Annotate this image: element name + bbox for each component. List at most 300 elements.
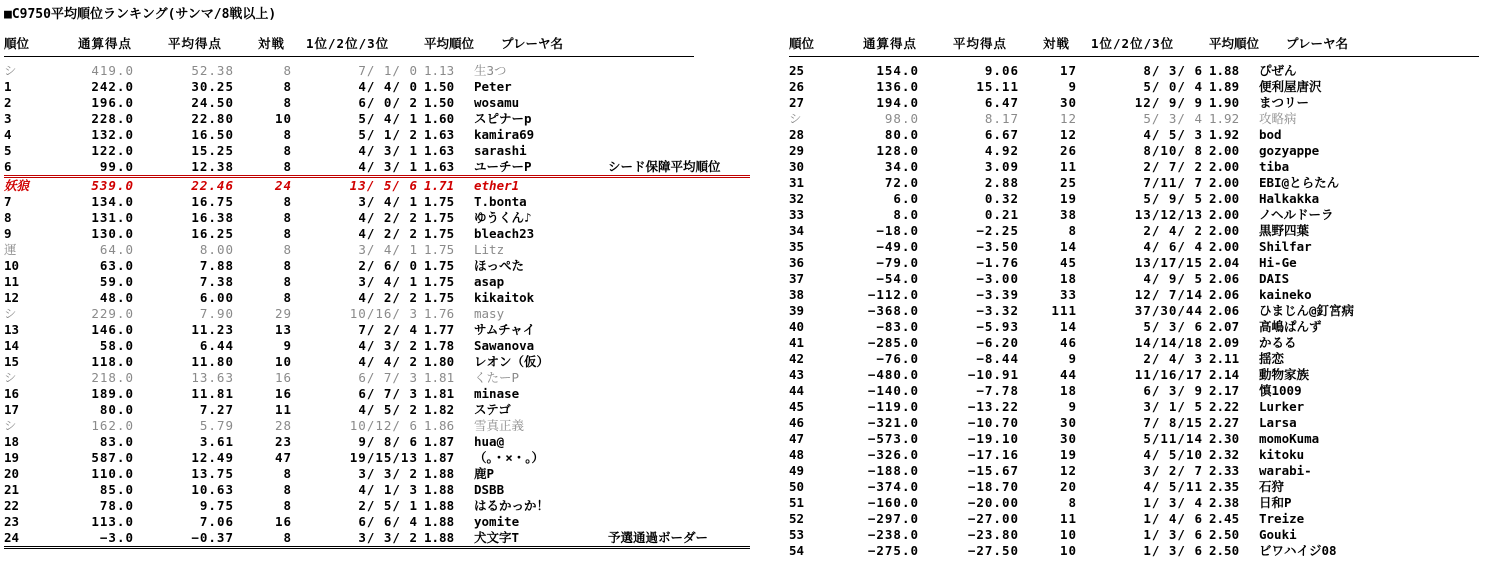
rank-cell: シ <box>4 63 17 78</box>
games-cell: 30 <box>1059 415 1077 430</box>
placements-cell: 4/ 2/ 2 <box>358 210 418 225</box>
placements-cell: 1/ 3/ 4 <box>1143 495 1203 510</box>
average-score-cell: 7.27 <box>199 402 234 417</box>
player-name-cell: Peter <box>474 79 512 94</box>
average-rank-cell: 1.75 <box>424 242 455 257</box>
rank-cell: 3 <box>4 111 12 126</box>
header-player: プレーヤ名 <box>501 36 564 51</box>
player-name-cell: gozyappe <box>1259 143 1320 158</box>
rank-cell: 妖狼 <box>4 178 30 193</box>
placements-cell: 4/ 5/ 2 <box>358 402 418 417</box>
table-row <box>789 303 1479 319</box>
average-score-cell: 22.46 <box>191 178 234 193</box>
games-cell: 8 <box>283 210 292 225</box>
games-cell: 19 <box>1059 447 1077 462</box>
average-rank-cell: 1.13 <box>424 63 455 78</box>
average-rank-cell: 2.06 <box>1209 303 1240 318</box>
average-rank-cell: 2.09 <box>1209 335 1240 350</box>
player-name-cell: ユーチーP <box>474 159 532 174</box>
average-score-cell: 5.79 <box>199 418 234 433</box>
table-row <box>4 63 750 79</box>
placements-cell: 9/ 8/ 6 <box>358 434 418 449</box>
table-row <box>789 351 1479 367</box>
games-cell: 111 <box>1051 303 1077 318</box>
rank-cell: シ <box>789 111 802 126</box>
total-score-cell: 72.0 <box>884 175 919 190</box>
table-row <box>789 175 1479 191</box>
player-name-cell: （。・×・。） <box>474 450 545 465</box>
placements-cell: 1/ 3/ 6 <box>1143 543 1203 558</box>
average-rank-cell: 1.87 <box>424 434 455 449</box>
total-score-cell: −3.0 <box>99 530 134 545</box>
total-score-cell: −275.0 <box>867 543 919 558</box>
placements-cell: 2/ 7/ 2 <box>1143 159 1203 174</box>
table-row <box>4 159 750 178</box>
player-name-cell: minase <box>474 386 520 401</box>
total-score-cell: 8.0 <box>893 207 919 222</box>
player-name-cell: kitoku <box>1259 447 1305 462</box>
games-cell: 24 <box>274 178 292 193</box>
average-rank-cell: 2.33 <box>1209 463 1240 478</box>
games-cell: 23 <box>274 434 292 449</box>
table-row <box>789 415 1479 431</box>
total-score-cell: 122.0 <box>91 143 134 158</box>
games-cell: 8 <box>283 159 292 174</box>
rank-cell: 46 <box>789 415 805 430</box>
games-cell: 9 <box>1068 79 1077 94</box>
player-name-cell: wosamu <box>474 95 520 110</box>
table-row <box>789 511 1479 527</box>
average-score-cell: 7.38 <box>199 274 234 289</box>
player-name-cell: sarashi <box>474 143 527 158</box>
games-cell: 8 <box>283 95 292 110</box>
average-rank-cell: 2.50 <box>1209 527 1240 542</box>
average-score-cell: −3.39 <box>976 287 1019 302</box>
rank-cell: 11 <box>4 274 20 289</box>
table-row <box>789 239 1479 255</box>
games-cell: 9 <box>1068 399 1077 414</box>
placements-cell: 5/ 1/ 2 <box>358 127 418 142</box>
table-row <box>789 319 1479 335</box>
rank-cell: 35 <box>789 239 805 254</box>
placements-cell: 8/ 3/ 6 <box>1143 63 1203 78</box>
table-row <box>789 447 1479 463</box>
total-score-cell: −119.0 <box>867 399 919 414</box>
total-score-cell: 78.0 <box>99 498 134 513</box>
player-name-cell: ほっぺた <box>474 258 525 273</box>
placements-cell: 5/ 3/ 6 <box>1143 319 1203 334</box>
total-score-cell: 539.0 <box>91 178 134 193</box>
rank-cell: 20 <box>4 466 20 481</box>
total-score-cell: 134.0 <box>91 194 134 209</box>
total-score-cell: 189.0 <box>91 386 134 401</box>
header-rank: 順位 <box>4 36 30 51</box>
average-score-cell: 16.38 <box>191 210 234 225</box>
average-score-cell: 11.81 <box>191 386 234 401</box>
rank-cell: 25 <box>789 63 805 78</box>
rank-cell: 29 <box>789 143 805 158</box>
total-score-cell: −49.0 <box>876 239 919 254</box>
rank-cell: 54 <box>789 543 805 558</box>
placements-cell: 4/ 5/ 3 <box>1143 127 1203 142</box>
total-score-cell: 162.0 <box>91 418 134 433</box>
average-rank-cell: 2.04 <box>1209 255 1240 270</box>
placements-cell: 4/ 9/ 5 <box>1143 271 1203 286</box>
table-row <box>789 223 1479 239</box>
average-rank-cell: 2.32 <box>1209 447 1240 462</box>
total-score-cell: 146.0 <box>91 322 134 337</box>
placements-cell: 4/ 5/11 <box>1143 479 1203 494</box>
table-row <box>4 290 750 306</box>
games-cell: 10 <box>1059 543 1077 558</box>
table-row <box>4 386 750 402</box>
table-row <box>789 527 1479 543</box>
table-row <box>789 367 1479 383</box>
total-score-cell: −374.0 <box>867 479 919 494</box>
average-rank-cell: 1.86 <box>424 418 455 433</box>
total-score-cell: −76.0 <box>876 351 919 366</box>
player-name-cell: くたーP <box>474 370 520 385</box>
rank-cell: 26 <box>789 79 805 94</box>
average-score-cell: −5.93 <box>976 319 1019 334</box>
games-cell: 8 <box>283 242 292 257</box>
average-score-cell: 3.09 <box>984 159 1019 174</box>
games-cell: 33 <box>1059 287 1077 302</box>
table-row <box>789 271 1479 287</box>
table-row <box>789 159 1479 175</box>
games-cell: 8 <box>283 127 292 142</box>
table-row <box>4 354 750 370</box>
rank-cell: 51 <box>789 495 805 510</box>
games-cell: 19 <box>1059 191 1077 206</box>
rank-cell: 42 <box>789 351 805 366</box>
placements-cell: 3/ 1/ 5 <box>1143 399 1203 414</box>
average-rank-cell: 2.35 <box>1209 479 1240 494</box>
average-rank-cell: 1.78 <box>424 338 455 353</box>
placements-cell: 14/14/18 <box>1134 335 1203 350</box>
placements-cell: 5/ 4/ 1 <box>358 111 418 126</box>
placements-cell: 6/ 0/ 2 <box>358 95 418 110</box>
average-rank-cell: 1.71 <box>424 178 455 193</box>
header-placements: 1位/2位/3位 <box>306 36 390 51</box>
rank-cell: 17 <box>4 402 20 417</box>
player-name-cell: warabi- <box>1259 463 1312 478</box>
average-rank-cell: 1.75 <box>424 210 455 225</box>
games-cell: 46 <box>1059 335 1077 350</box>
rank-cell: 52 <box>789 511 805 526</box>
player-name-cell: Lurker <box>1259 399 1305 414</box>
table-row <box>789 543 1479 559</box>
header-avg-rank: 平均順位 <box>1209 36 1260 51</box>
rank-cell: 6 <box>4 159 12 174</box>
average-rank-cell: 1.92 <box>1209 111 1240 126</box>
games-cell: 30 <box>1059 95 1077 110</box>
table-row <box>4 143 750 159</box>
average-rank-cell: 1.88 <box>424 530 455 545</box>
average-score-cell: −2.25 <box>976 223 1019 238</box>
average-score-cell: −10.91 <box>967 367 1019 382</box>
rank-cell: 19 <box>4 450 20 465</box>
total-score-cell: 128.0 <box>876 143 919 158</box>
average-score-cell: −6.20 <box>976 335 1019 350</box>
table-row <box>4 258 750 274</box>
rank-cell: 7 <box>4 194 12 209</box>
player-name-cell: Halkakka <box>1259 191 1320 206</box>
rank-cell: 50 <box>789 479 805 494</box>
average-score-cell: 0.32 <box>984 191 1019 206</box>
player-name-cell: はるかっか！ <box>474 498 550 513</box>
rank-cell: 33 <box>789 207 805 222</box>
total-score-cell: 98.0 <box>884 111 919 126</box>
average-score-cell: 22.80 <box>191 111 234 126</box>
average-score-cell: −3.50 <box>976 239 1019 254</box>
average-rank-cell: 1.50 <box>424 79 455 94</box>
games-cell: 45 <box>1059 255 1077 270</box>
games-cell: 12 <box>1059 127 1077 142</box>
placements-cell: 3/ 4/ 1 <box>358 242 418 257</box>
games-cell: 16 <box>274 514 292 529</box>
total-score-cell: −297.0 <box>867 511 919 526</box>
games-cell: 8 <box>283 226 292 241</box>
table-row <box>789 287 1479 303</box>
total-score-cell: −480.0 <box>867 367 919 382</box>
average-score-cell: 12.49 <box>191 450 234 465</box>
table-row <box>4 322 750 338</box>
total-score-cell: 587.0 <box>91 450 134 465</box>
average-score-cell: 15.11 <box>976 79 1019 94</box>
player-name-cell: ether1 <box>474 178 520 193</box>
average-score-cell: 24.50 <box>191 95 234 110</box>
note-cell: 予選通過ボーダー <box>608 530 709 545</box>
table-row <box>4 370 750 386</box>
player-name-cell: kikaitok <box>474 290 535 305</box>
games-cell: 13 <box>274 322 292 337</box>
rank-cell: 47 <box>789 431 805 446</box>
games-cell: 8 <box>283 290 292 305</box>
games-cell: 8 <box>1068 223 1077 238</box>
total-score-cell: 48.0 <box>99 290 134 305</box>
placements-cell: 3/ 4/ 1 <box>358 274 418 289</box>
player-name-cell: Gouki <box>1259 527 1297 542</box>
player-name-cell: 揺恋 <box>1259 351 1285 366</box>
placements-cell: 5/ 0/ 4 <box>1143 79 1203 94</box>
player-name-cell: Hi-Ge <box>1259 255 1297 270</box>
header-games: 対戦 <box>258 36 286 51</box>
placements-cell: 4/ 5/10 <box>1143 447 1203 462</box>
average-score-cell: −10.70 <box>967 415 1019 430</box>
header-placements: 1位/2位/3位 <box>1091 36 1175 51</box>
rank-cell: 運 <box>4 242 17 257</box>
games-cell: 10 <box>274 111 292 126</box>
table-row <box>4 466 750 482</box>
player-name-cell: T.bonta <box>474 194 527 209</box>
total-score-cell: −83.0 <box>876 319 919 334</box>
games-cell: 18 <box>1059 271 1077 286</box>
player-name-cell: 鹿P <box>474 466 495 481</box>
table-row <box>789 63 1479 79</box>
average-score-cell: −1.76 <box>976 255 1019 270</box>
table-row <box>4 127 750 143</box>
table-row <box>4 482 750 498</box>
table-row <box>789 111 1479 127</box>
total-score-cell: 34.0 <box>884 159 919 174</box>
table-row <box>4 450 750 466</box>
average-score-cell: −7.78 <box>976 383 1019 398</box>
player-name-cell: Shilfar <box>1259 239 1312 254</box>
average-rank-cell: 1.63 <box>424 159 455 174</box>
table-row <box>789 207 1479 223</box>
games-cell: 26 <box>1059 143 1077 158</box>
total-score-cell: −188.0 <box>867 463 919 478</box>
player-name-cell: bleach23 <box>474 226 535 241</box>
player-name-cell: サムチャイ <box>474 322 536 337</box>
placements-cell: 4/ 3/ 1 <box>358 159 418 174</box>
rank-cell: 2 <box>4 95 12 110</box>
total-score-cell: 118.0 <box>91 354 134 369</box>
header-divider <box>789 56 1479 57</box>
header-avg: 平均得点 <box>953 36 1008 51</box>
table-row <box>789 479 1479 495</box>
header-total: 通算得点 <box>863 36 918 51</box>
rank-cell: 4 <box>4 127 12 142</box>
average-rank-cell: 1.76 <box>424 306 455 321</box>
total-score-cell: 242.0 <box>91 79 134 94</box>
rank-cell: 10 <box>4 258 20 273</box>
player-name-cell: yomite <box>474 514 520 529</box>
average-score-cell: −27.50 <box>967 543 1019 558</box>
rank-cell: 38 <box>789 287 805 302</box>
player-name-cell: ゆうくん♪ <box>474 210 532 225</box>
average-rank-cell: 1.82 <box>424 402 455 417</box>
average-score-cell: 10.63 <box>191 482 234 497</box>
table-row <box>4 79 750 95</box>
table-row <box>789 191 1479 207</box>
total-score-cell: 218.0 <box>91 370 134 385</box>
placements-cell: 4/ 1/ 3 <box>358 482 418 497</box>
player-name-cell: 動物家族 <box>1259 367 1310 382</box>
total-score-cell: 85.0 <box>99 482 134 497</box>
average-score-cell: −15.67 <box>967 463 1019 478</box>
average-rank-cell: 2.00 <box>1209 159 1240 174</box>
header-rank: 順位 <box>789 36 815 51</box>
table-row <box>789 95 1479 111</box>
rank-cell: 28 <box>789 127 805 142</box>
rank-cell: 15 <box>4 354 20 369</box>
games-cell: 8 <box>1068 495 1077 510</box>
rank-cell: 27 <box>789 95 805 110</box>
total-score-cell: −238.0 <box>867 527 919 542</box>
total-score-cell: 228.0 <box>91 111 134 126</box>
average-score-cell: −13.22 <box>967 399 1019 414</box>
total-score-cell: 196.0 <box>91 95 134 110</box>
average-score-cell: 13.63 <box>191 370 234 385</box>
table-row <box>4 95 750 111</box>
player-name-cell: Larsa <box>1259 415 1297 430</box>
rank-cell: 49 <box>789 463 805 478</box>
page-title: ■C9750平均順位ランキング(サンマ/8戦以上) <box>4 7 277 22</box>
header-games: 対戦 <box>1043 36 1071 51</box>
average-rank-cell: 1.75 <box>424 290 455 305</box>
rank-cell: 30 <box>789 159 805 174</box>
games-cell: 8 <box>283 530 292 545</box>
table-header <box>4 34 750 52</box>
placements-cell: 10/12/ 6 <box>349 418 418 433</box>
average-rank-cell: 2.11 <box>1209 351 1240 366</box>
table-row <box>4 178 750 194</box>
games-cell: 10 <box>274 354 292 369</box>
rank-cell: 37 <box>789 271 805 286</box>
games-cell: 16 <box>274 386 292 401</box>
note-cell: シード保障平均順位 <box>608 159 721 174</box>
average-score-cell: −18.70 <box>967 479 1019 494</box>
rank-cell: 1 <box>4 79 12 94</box>
total-score-cell: 419.0 <box>91 63 134 78</box>
player-name-cell: かるる <box>1259 335 1297 350</box>
player-name-cell: EBI@とらたん <box>1259 175 1340 190</box>
table-row <box>4 530 750 549</box>
table-row <box>4 210 750 226</box>
placements-cell: 3/ 3/ 2 <box>358 530 418 545</box>
average-score-cell: −0.37 <box>191 530 234 545</box>
average-rank-cell: 1.80 <box>424 354 455 369</box>
placements-cell: 2/ 6/ 0 <box>358 258 418 273</box>
placements-cell: 13/ 5/ 6 <box>349 178 418 193</box>
total-score-cell: 80.0 <box>99 402 134 417</box>
player-name-cell: ノヘルドーラ <box>1259 207 1334 222</box>
player-name-cell: ぴぜん <box>1259 63 1297 78</box>
games-cell: 38 <box>1059 207 1077 222</box>
average-rank-cell: 2.30 <box>1209 431 1240 446</box>
header-divider <box>4 56 694 57</box>
average-score-cell: 6.67 <box>984 127 1019 142</box>
player-name-cell: Treize <box>1259 511 1305 526</box>
average-rank-cell: 1.63 <box>424 127 455 142</box>
placements-cell: 7/ 1/ 0 <box>358 63 418 78</box>
total-score-cell: 110.0 <box>91 466 134 481</box>
average-rank-cell: 1.90 <box>1209 95 1240 110</box>
average-rank-cell: 2.14 <box>1209 367 1240 382</box>
player-name-cell: DAIS <box>1259 271 1290 286</box>
average-score-cell: 9.06 <box>984 63 1019 78</box>
average-score-cell: −3.00 <box>976 271 1019 286</box>
player-name-cell: hua@ <box>474 434 505 449</box>
placements-cell: 6/ 3/ 9 <box>1143 383 1203 398</box>
games-cell: 18 <box>1059 383 1077 398</box>
average-rank-cell: 2.07 <box>1209 319 1240 334</box>
placements-cell: 4/ 4/ 0 <box>358 79 418 94</box>
placements-cell: 1/ 3/ 6 <box>1143 527 1203 542</box>
total-score-cell: −573.0 <box>867 431 919 446</box>
player-name-cell: 黒野四葉 <box>1259 223 1310 238</box>
placements-cell: 1/ 4/ 6 <box>1143 511 1203 526</box>
placements-cell: 3/ 3/ 2 <box>358 466 418 481</box>
player-name-cell: レオン（仮） <box>474 354 550 369</box>
player-name-cell: masy <box>474 306 505 321</box>
total-score-cell: 83.0 <box>99 434 134 449</box>
rank-cell: 53 <box>789 527 805 542</box>
placements-cell: 4/ 3/ 2 <box>358 338 418 353</box>
average-score-cell: −20.00 <box>967 495 1019 510</box>
rank-cell: 24 <box>4 530 20 545</box>
table-row <box>789 79 1479 95</box>
table-row <box>4 274 750 290</box>
average-rank-cell: 2.22 <box>1209 399 1240 414</box>
player-name-cell: 便利屋唐沢 <box>1259 79 1322 94</box>
left-ranking-table <box>4 34 750 549</box>
rank-cell: 8 <box>4 210 12 225</box>
total-score-cell: 6.0 <box>893 191 919 206</box>
average-score-cell: −23.80 <box>967 527 1019 542</box>
